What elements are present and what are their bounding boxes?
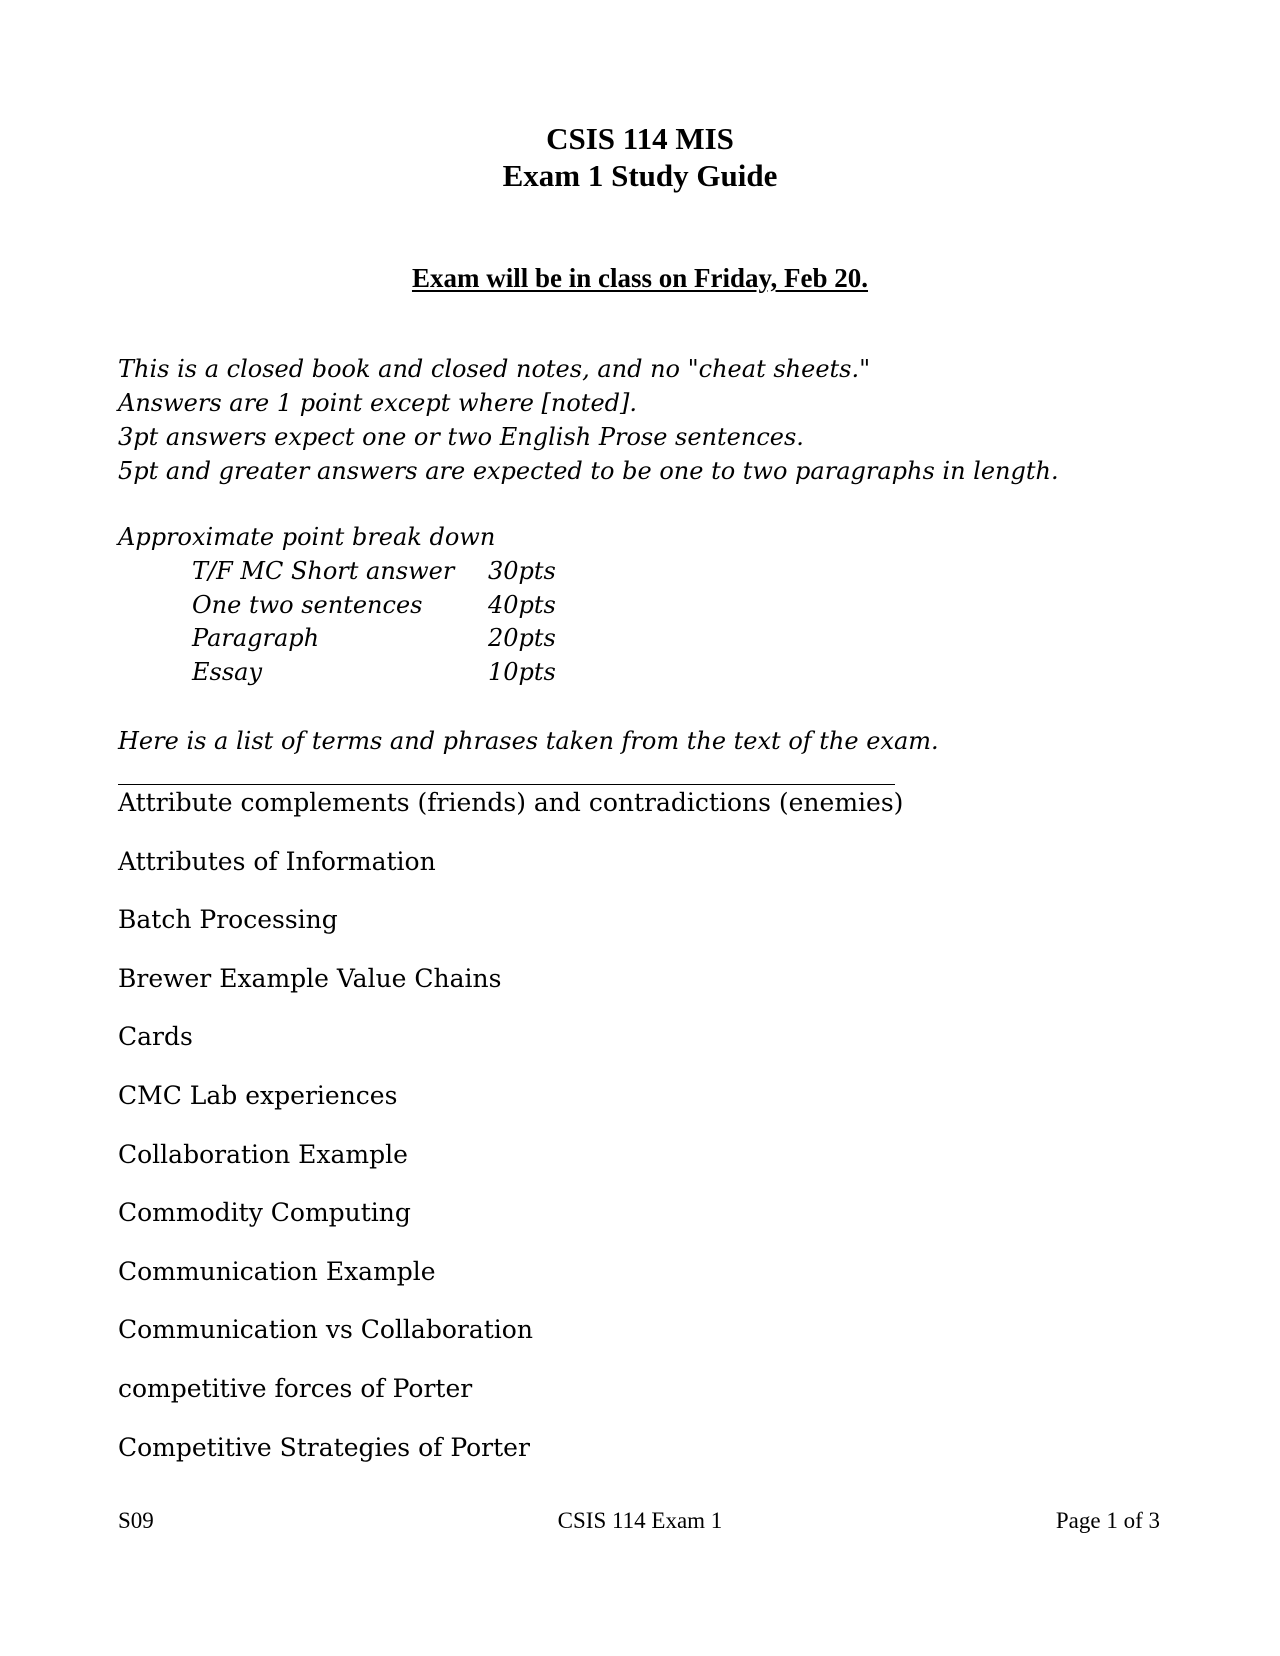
terms-list	[118, 786, 903, 1489]
document-subtitle: Exam 1 Study Guide	[502, 158, 778, 193]
exam-rule-line: Answers are 1 point except where [noted].	[118, 389, 637, 417]
section-divider	[118, 784, 895, 785]
exam-date-notice: Exam will be in class on Friday, Feb 20.	[411, 263, 869, 293]
breakdown-points: 20pts	[488, 624, 556, 652]
exam-rules	[118, 352, 1059, 488]
breakdown-points: 30pts	[488, 557, 556, 585]
exam-rule-line: 3pt answers expect one or two English Prose sentences.	[118, 423, 804, 451]
term-item: Commodity Computing	[118, 1198, 411, 1228]
term-item: Cards	[118, 1022, 193, 1052]
term-item: competitive forces of Porter	[118, 1373, 473, 1403]
footer-semester: S09	[118, 1508, 154, 1533]
breakdown-points: 40pts	[488, 590, 556, 619]
term-item: Batch Processing	[118, 905, 338, 935]
term-item: Brewer Example Value Chains	[118, 963, 502, 993]
breakdown-row	[192, 655, 612, 689]
breakdown-row	[192, 588, 612, 622]
exam-rule-line: This is a closed book and closed notes, and no "cheat sheets."	[118, 355, 871, 383]
breakdown-label: Paragraph	[192, 624, 320, 652]
breakdown-points: 10pts	[488, 657, 556, 686]
term-item: Attribute complements (friends) and contradictions (enemies)	[118, 788, 904, 817]
breakdown-label: Essay	[192, 657, 263, 686]
point-breakdown-heading: Approximate point break down	[118, 523, 496, 551]
breakdown-label: T/F MC Short answer	[192, 557, 455, 585]
point-breakdown-table	[192, 554, 612, 688]
breakdown-row	[192, 621, 612, 655]
term-item: Communication vs Collaboration	[118, 1315, 533, 1345]
breakdown-label: One two sentences	[192, 590, 423, 619]
term-item: Collaboration Example	[118, 1139, 408, 1169]
term-item: Competitive Strategies of Porter	[118, 1432, 530, 1462]
document-title: CSIS 114 MIS	[546, 121, 734, 156]
exam-rule-line: 5pt and greater answers are expected to be one to two paragraphs in length.	[118, 457, 1059, 485]
terms-intro: Here is a list of terms and phrases taken from the text of the exam.	[118, 727, 939, 755]
footer-course: CSIS 114 Exam 1	[557, 1508, 723, 1533]
term-item: CMC Lab experiences	[118, 1080, 398, 1110]
term-item: Attributes of Information	[118, 846, 436, 876]
footer-page-number: Page 1 of 3	[1055, 1508, 1160, 1533]
term-item: Communication Example	[118, 1256, 436, 1286]
breakdown-row	[192, 554, 612, 588]
